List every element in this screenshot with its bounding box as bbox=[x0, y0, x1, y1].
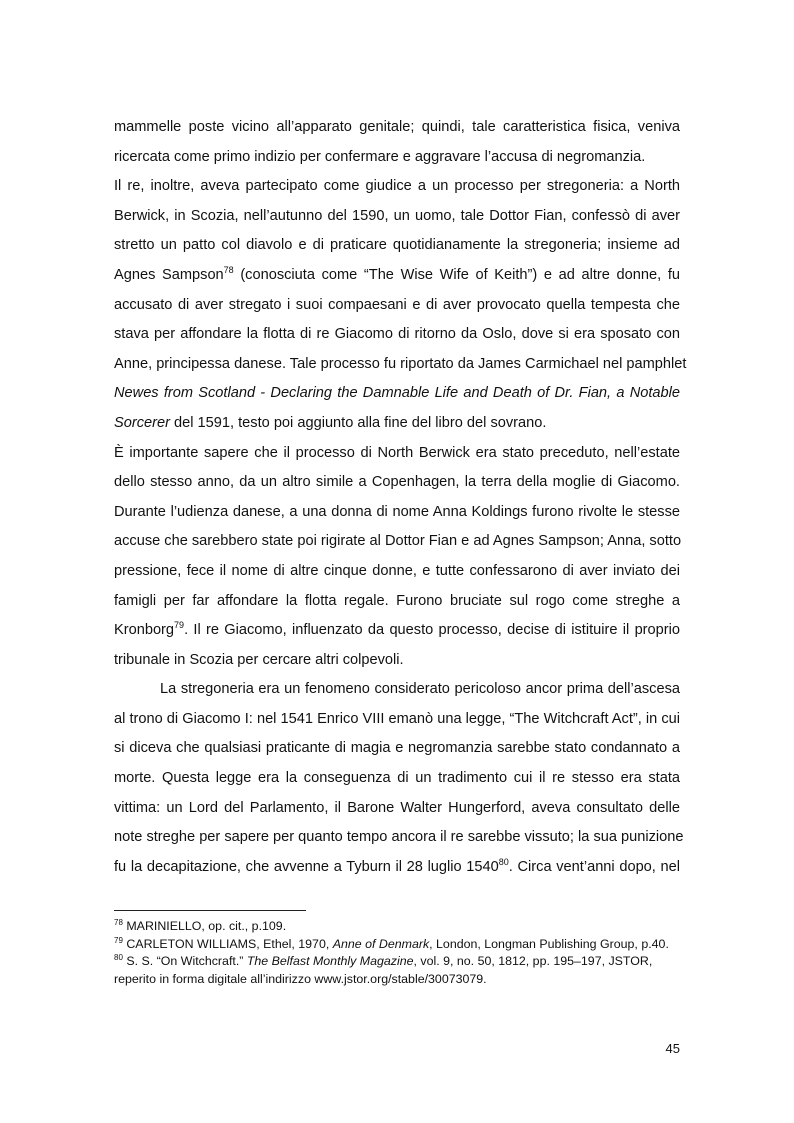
footnote-78 bbox=[114, 918, 680, 936]
footnote-separator bbox=[114, 910, 306, 911]
text-line bbox=[114, 261, 680, 291]
text-line: Berwick, in Scozia, nell’autunno del 1590, un uomo, tale Dottor Fian, confessò di aver bbox=[114, 207, 680, 224]
text-run: Kronborg bbox=[114, 622, 175, 639]
text-line: al trono di Giacomo I: nel 1541 Enrico VIII emanò una legge, “The Witchcraft Act”, in cui bbox=[114, 710, 680, 727]
footnote-title: The Belfast Monthly Magazine bbox=[246, 954, 414, 969]
footnote-number: 79 bbox=[114, 935, 123, 945]
text-line: si diceva che qualsiasi praticante di magia e negromanzia sarebbe stato condannato a bbox=[114, 740, 680, 757]
text-line: mammelle poste vicino all’apparato genitale; quindi, tale caratteristica fisica, veniva bbox=[114, 119, 680, 135]
text-run: fu la decapitazione, che avvenne a Tyburn il 28 luglio 1540 bbox=[114, 858, 499, 875]
text-line: La stregoneria era un fenomeno considerato pericoloso ancor prima dell’ascesa bbox=[160, 681, 680, 698]
text-line: pressione, fece il nome di altre cinque donne, e tutte confessarono di aver inviato dei bbox=[114, 562, 680, 579]
text-line: È importante sapere che il processo di North Berwick era stato preceduto, nell’estate bbox=[114, 444, 680, 461]
text-line: dello stesso anno, da un altro simile a Copenhagen, la terra della moglie di Giacomo. bbox=[114, 474, 680, 491]
footnote-80 bbox=[114, 953, 680, 988]
footnote-text: CARLETON WILLIAMS, Ethel, 1970, bbox=[126, 936, 333, 951]
page-number: 45 bbox=[665, 1041, 680, 1056]
body-text bbox=[114, 113, 687, 882]
text-line: tribunale in Scozia per cercare altri colpevoli. bbox=[114, 651, 404, 668]
text-line: note streghe per sapere per quanto tempo ancora il re sarebbe vissuto; la sua punizione bbox=[114, 829, 684, 846]
footnote-title: Anne of Denmark bbox=[332, 936, 430, 951]
text-run: . Il re Giacomo, influenzato da questo processo, decise di istituire il proprio bbox=[184, 622, 680, 639]
footnote-text: , London, Longman Publishing Group, p.40. bbox=[429, 936, 669, 951]
text-line: stretto un patto col diavolo e di praticare quotidianamente la stregoneria; insieme ad bbox=[114, 237, 680, 254]
text-line: accuse che sarebbero state poi rigirate al Dottor Fian e ad Agnes Sampson; Anna, sotto bbox=[114, 533, 682, 550]
text-line: famigli per far affondare la flotta regale. Furono bruciate sul rogo come streghe a bbox=[114, 592, 680, 609]
text-line bbox=[114, 379, 680, 409]
text-line: ricercata come primo indizio per confermare e aggravare l’accusa di negromanzia. bbox=[114, 148, 646, 165]
text-run: del 1591, testo poi aggiunto alla fine del libro del sovrano. bbox=[169, 414, 547, 431]
paragraph bbox=[114, 172, 687, 438]
work-title: Sorcerer bbox=[114, 414, 170, 431]
text-line: morte. Questa legge era la conseguenza di un tradimento cui il re stesso era stata bbox=[114, 770, 680, 787]
paragraph bbox=[114, 675, 684, 882]
text-line bbox=[114, 616, 680, 646]
text-line: Durante l’udienza danese, a una donna di nome Anna Koldings furono rivolte le stesse bbox=[114, 503, 680, 520]
footnote-number: 80 bbox=[114, 953, 123, 963]
work-title: Newes from Scotland - Declaring the Damnable Life and Death of Dr. Fian, a Notable bbox=[114, 385, 680, 402]
footnote-text: , vol. 9, no. 50, 1812, pp. 195–197, JSTOR, reperito in forma digitale all’indirizzo www.jstor.org/stable/30073079. bbox=[114, 954, 653, 986]
footnote-text: MARINIELLO, op. cit., p.109. bbox=[126, 919, 287, 933]
footnote-ref-80: 80 bbox=[498, 856, 509, 867]
text-line: Anne, principessa danese. Tale processo fu riportato da James Carmichael nel pamphlet bbox=[114, 355, 687, 372]
footnotes bbox=[114, 918, 680, 988]
footnote-79 bbox=[114, 936, 680, 954]
text-run: . Circa vent’anni dopo, nel bbox=[508, 858, 680, 875]
text-run: (conosciuta come “The Wise Wife of Keith”) e ad altre donne, fu bbox=[233, 266, 680, 283]
text-line bbox=[114, 853, 680, 883]
text-line: stava per affondare la flotta di re Giacomo di ritorno da Oslo, dove si era sposato con bbox=[114, 326, 680, 343]
paragraph bbox=[114, 113, 680, 172]
text-line: accusato di aver stregato i suoi compaesani e di aver provocato quella tempesta che bbox=[114, 296, 680, 313]
text-line: vittima: un Lord del Parlamento, il Barone Walter Hungerford, aveva consultato delle bbox=[114, 799, 680, 816]
footnote-ref-79: 79 bbox=[174, 620, 185, 631]
text-line: Il re, inoltre, aveva partecipato come giudice a un processo per stregoneria: a North bbox=[114, 178, 680, 195]
footnote-text: S. S. “On Witchcraft.” bbox=[126, 954, 247, 969]
text-line bbox=[114, 409, 680, 439]
footnote-number: 78 bbox=[114, 917, 123, 927]
footnote-ref-78: 78 bbox=[223, 265, 234, 276]
paragraph bbox=[114, 439, 680, 676]
text-run: Agnes Sampson bbox=[114, 266, 224, 283]
